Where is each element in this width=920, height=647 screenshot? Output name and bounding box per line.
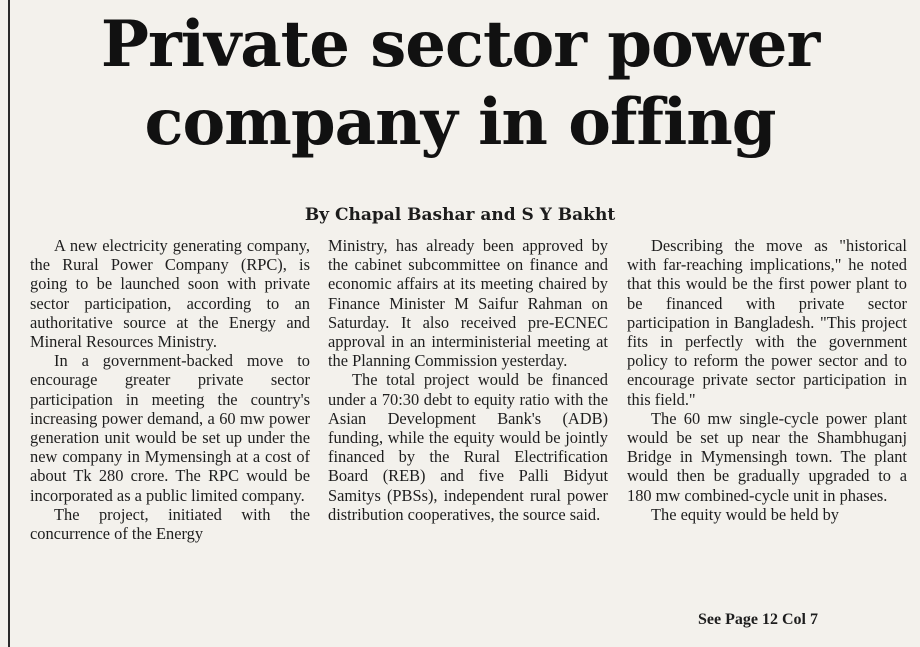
paragraph: Ministry, has already been approved by the cabinet subcommittee on finance and economic affairs at its meeting chaired by Finance Minister M Saifur Rahman on Saturday. It also received pre-ECNEC approval in an interministerial meeting at the Planning Commission yesterday. (328, 236, 608, 371)
article-column-1 (30, 236, 310, 543)
paragraph: The project, initiated with the concurrence of the Energy (30, 504, 310, 544)
byline: By Chapal Bashar and S Y Bakht (304, 205, 616, 225)
article-column-3 (627, 236, 907, 524)
paragraph: The total project would be financed under a 70:30 debt to equity ratio with the Asian Development Bank's (ADB) funding, while the equity would be jointly financed by the Rural Electrification Board (REB) and five Palli Bidyut Samitys (PBSs), independent rural power distribution cooperatives, the source said. (328, 370, 608, 524)
paragraph: A new electricity generating company, the Rural Power Company (RPC), is going to be launched soon with private sector participation, according to an authoritative source at the Energy and Mineral Resources Ministry. (30, 236, 310, 352)
paragraph: In a government-backed move to encourage greater private sector participation in meeting the country's increasing power demand, a 60 mw power generation unit would be set up under the new company in Mymensingh at a cost of about Tk 280 crore. The RPC would be incorporated as a public limited company. (30, 351, 310, 505)
headline-line-2: company in offing (144, 85, 776, 160)
headline (0, 6, 920, 162)
paragraph: The equity would be held by (651, 504, 839, 524)
continued-jump-line: See Page 12 Col 7 (698, 611, 818, 628)
paragraph: The 60 mw single-cycle power plant would be set up near the Shambhuganj Bridge in Mymensingh town. The plant would then be gradually upgraded to a 180 mw combined-cycle unit in phases. (627, 408, 907, 505)
article-column-2 (328, 236, 608, 524)
headline-line-1: Private sector power (100, 7, 820, 82)
paragraph: Describing the move as "historical with far-reaching implications," he noted that this would be the first power plant to be financed with private sector participation in Bangladesh. "This project fits in perfectly with the government policy to reform the power sector and to encourage private sector participation in this field." (627, 236, 907, 409)
